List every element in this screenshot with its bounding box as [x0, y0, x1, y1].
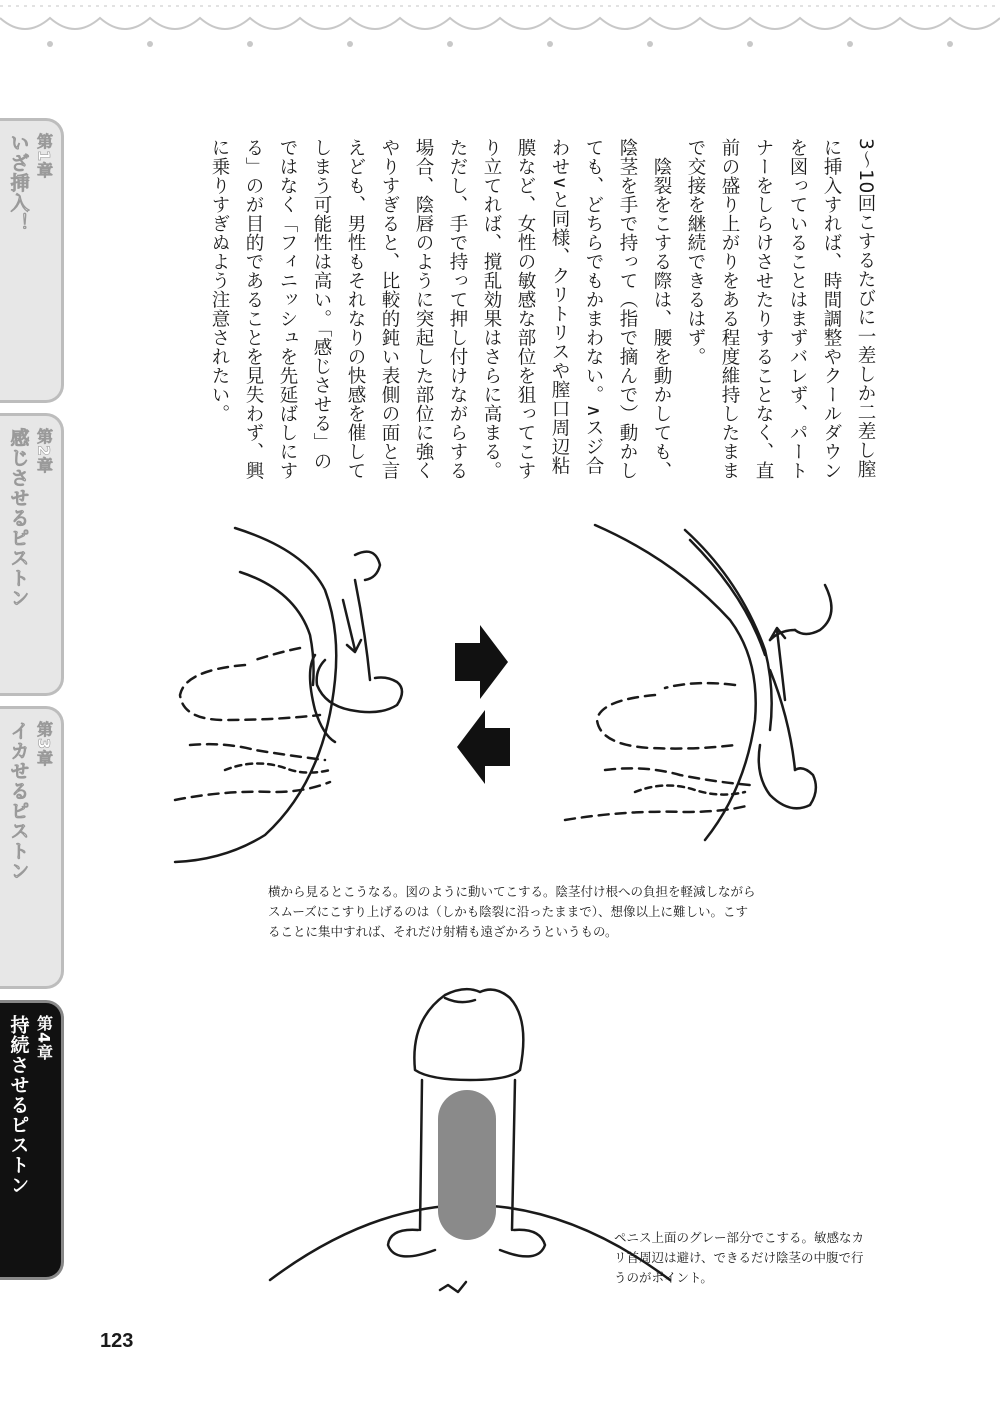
- chapter-tab-1-title: いざ挿入！: [7, 133, 30, 233]
- chapter-tab-3[interactable]: [0, 706, 64, 989]
- page-number: 123: [100, 1330, 134, 1352]
- chapter-tab-3-title: イカせるピストン: [7, 721, 30, 881]
- decorative-border: [0, 0, 1000, 70]
- chapter-tab-4-text: [6, 1015, 56, 1277]
- chapter-tab-1-text: [6, 133, 56, 400]
- chapter-tab-3-number: 第3章: [34, 721, 54, 768]
- chapter-tab-2-number: 第2章: [34, 428, 54, 475]
- side-view-illustration-left: [165, 520, 415, 870]
- chapter-tab-4[interactable]: [0, 1000, 64, 1280]
- arrow-left-icon: [455, 710, 510, 785]
- chapter-tab-1[interactable]: [0, 118, 64, 403]
- caption-side-view: 横から見るとこうなる。図のように動いてこする。陰茎付け根への負担を軽減しながらスムーズにこすり上げるのは（しかも陰裂に沿ったままで）、想像以上に難しい。こすることに集中すれば、それだけ射精も遠ざかろうというもの。: [268, 884, 756, 939]
- chapter-tab-4-number: 第4章: [34, 1015, 54, 1062]
- chapter-tab-4-title: 持続させるピストン: [7, 1015, 30, 1195]
- chapter-tab-2[interactable]: [0, 413, 64, 696]
- caption-top-view: ペニス上面のグレー部分でこする。敏感なカリ首周辺は避け、できるだけ陰茎の中腹で行うのがポイント。: [614, 1230, 865, 1285]
- body-paragraph-1: 3〜10回こするたびに一差しか二差し膣に挿入すれば、時間調整やクールダウンを図っていることはまずバレず、パートナーをしらけさせたりすることなく、直前の盛り上がりをある程度維持したままで交接を継続できるはず。: [685, 138, 876, 480]
- body-text: [202, 138, 882, 488]
- side-view-illustration-right: [555, 520, 835, 850]
- chapter-tab-2-title: 感じさせるピストン: [7, 428, 30, 608]
- chapter-tab-1-number: 第1章: [34, 133, 54, 180]
- chapter-tab-3-text: [6, 721, 56, 986]
- arrow-right-icon: [455, 625, 510, 700]
- chapter-tab-2-text: [6, 428, 56, 693]
- top-view-illustration: [270, 980, 670, 1310]
- body-paragraph-2: 陰裂をこする際は、腰を動かしても、陰茎を手で持って（指で摘んで）動かしても、どちらでもかまわない。∧スジ合わせ∨と同様、クリトリスや膣口周辺粘膜など、女性の敏感な部位を狙ってこすり立てれば、撹乱効果はさらに高まる。ただし、手で持って押し付けながらする場合、陰唇のように突起した部位に強くやりすぎると、比較的鈍い表側の面と言えども、男性もそれなりの快感を催してしまう可能性は高い。「感じさせる」のではなく「フィニッシュを先延ばしにする」のが目的であることを見失わず、興に乗りすぎぬよう注意されたい。: [209, 138, 672, 480]
